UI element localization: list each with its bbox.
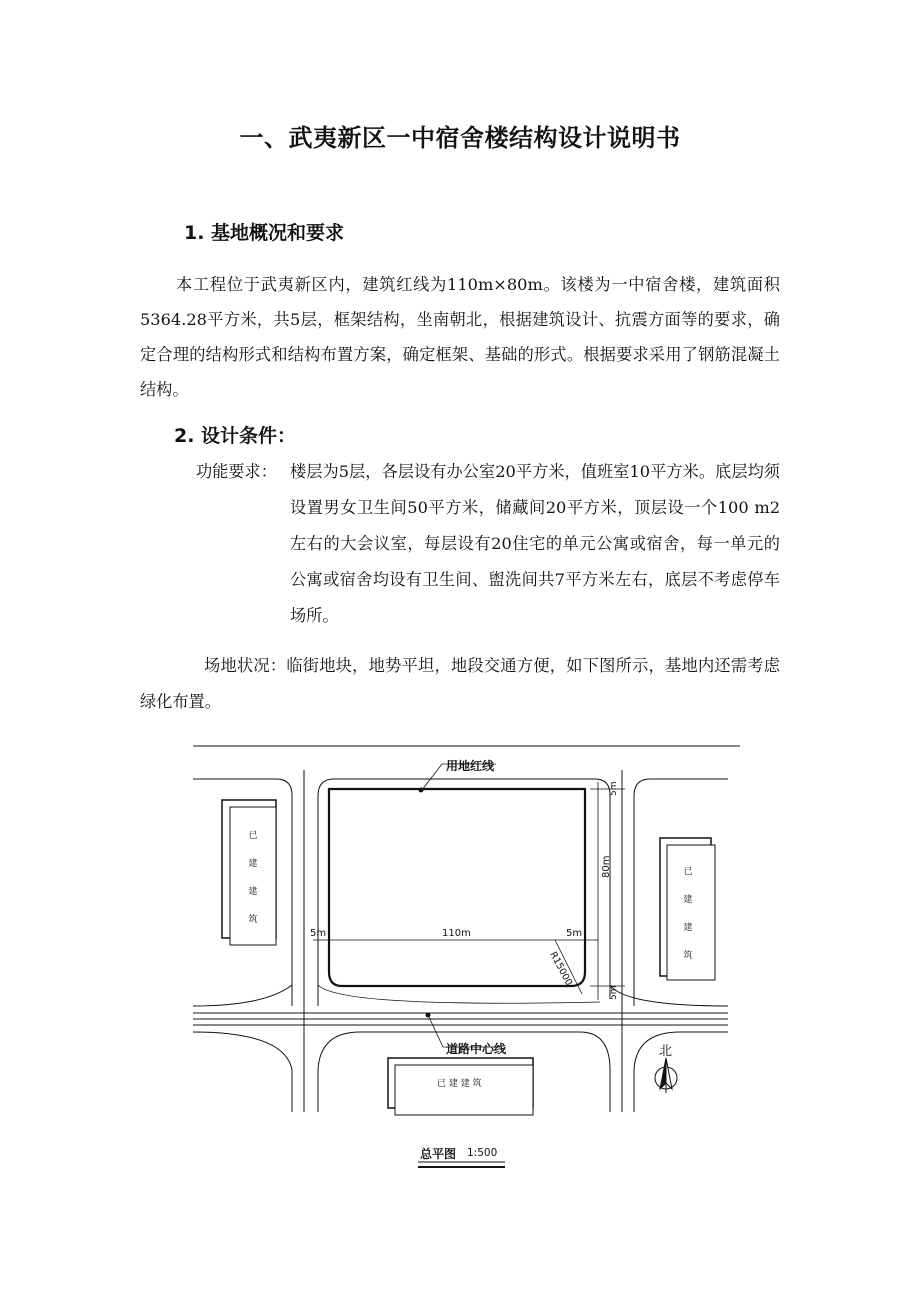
site-conditions-paragraph: 场地状况：临街地块，地势平坦，地段交通方便，如下图所示，基地内还需考虑绿化布置。 bbox=[140, 656, 780, 711]
north-label: 北 bbox=[659, 1044, 673, 1059]
document-title: 一、武夷新区一中宿舍楼结构设计说明书 bbox=[239, 124, 681, 152]
dimension-top-label: 5m bbox=[609, 781, 619, 796]
plan-caption-scale: 1:500 bbox=[467, 1147, 498, 1159]
section-1-heading: 1. 基地概况和要求 bbox=[184, 222, 345, 244]
label-red-line: 用地红线 bbox=[446, 759, 495, 773]
label-road-center: 道路中心线 bbox=[446, 1042, 507, 1056]
north-arrow-icon bbox=[655, 1058, 677, 1093]
building-left-label: 已 建 建 筑 bbox=[248, 831, 258, 925]
dimension-width-label: 110m bbox=[442, 928, 471, 939]
dimension-left-label: 5m bbox=[310, 928, 327, 939]
building-bottom-label: 已 建 建 筑 bbox=[437, 1079, 482, 1089]
dimension-bottom-label: 5m bbox=[609, 985, 619, 1000]
dimension-height-label: 80m bbox=[601, 855, 612, 878]
requirements-text: 楼层为5层，各层设有办公室20平方米，值班室10平方米。底层均须设置男女卫生间50平方米，储藏间20平方米，顶层设一个100 m2左右的大会议室，每层设有20住宅的单元公寓或宿舍，每一单元的公寓或宿舍均设有卫生间、盥洗间共7平方米左右，底层不考虑停车场所。 bbox=[290, 462, 780, 625]
road-curve-left bbox=[193, 985, 292, 1006]
radius-label: R15000 bbox=[547, 950, 575, 988]
dimension-right-label: 5m bbox=[566, 928, 583, 939]
requirements-label: 功能要求： bbox=[196, 462, 277, 481]
plan-caption-name: 总平图 bbox=[420, 1147, 457, 1161]
section-1-paragraph: 本工程位于武夷新区内，建筑红线为110m×80m。该楼为一中宿舍楼，建筑面积5364.28平方米，共5层，框架结构，坐南朝北，根据建筑设计、抗震方面等的要求，确定合理的结构形式和结构布置方案，确定框架、基础的形式。根据要求采用了钢筋混凝土结构。 bbox=[140, 275, 780, 399]
site-red-line bbox=[329, 789, 585, 986]
section-2-heading: 2. 设计条件： bbox=[174, 425, 297, 447]
building-right-label: 已 建 建 筑 bbox=[683, 867, 693, 961]
